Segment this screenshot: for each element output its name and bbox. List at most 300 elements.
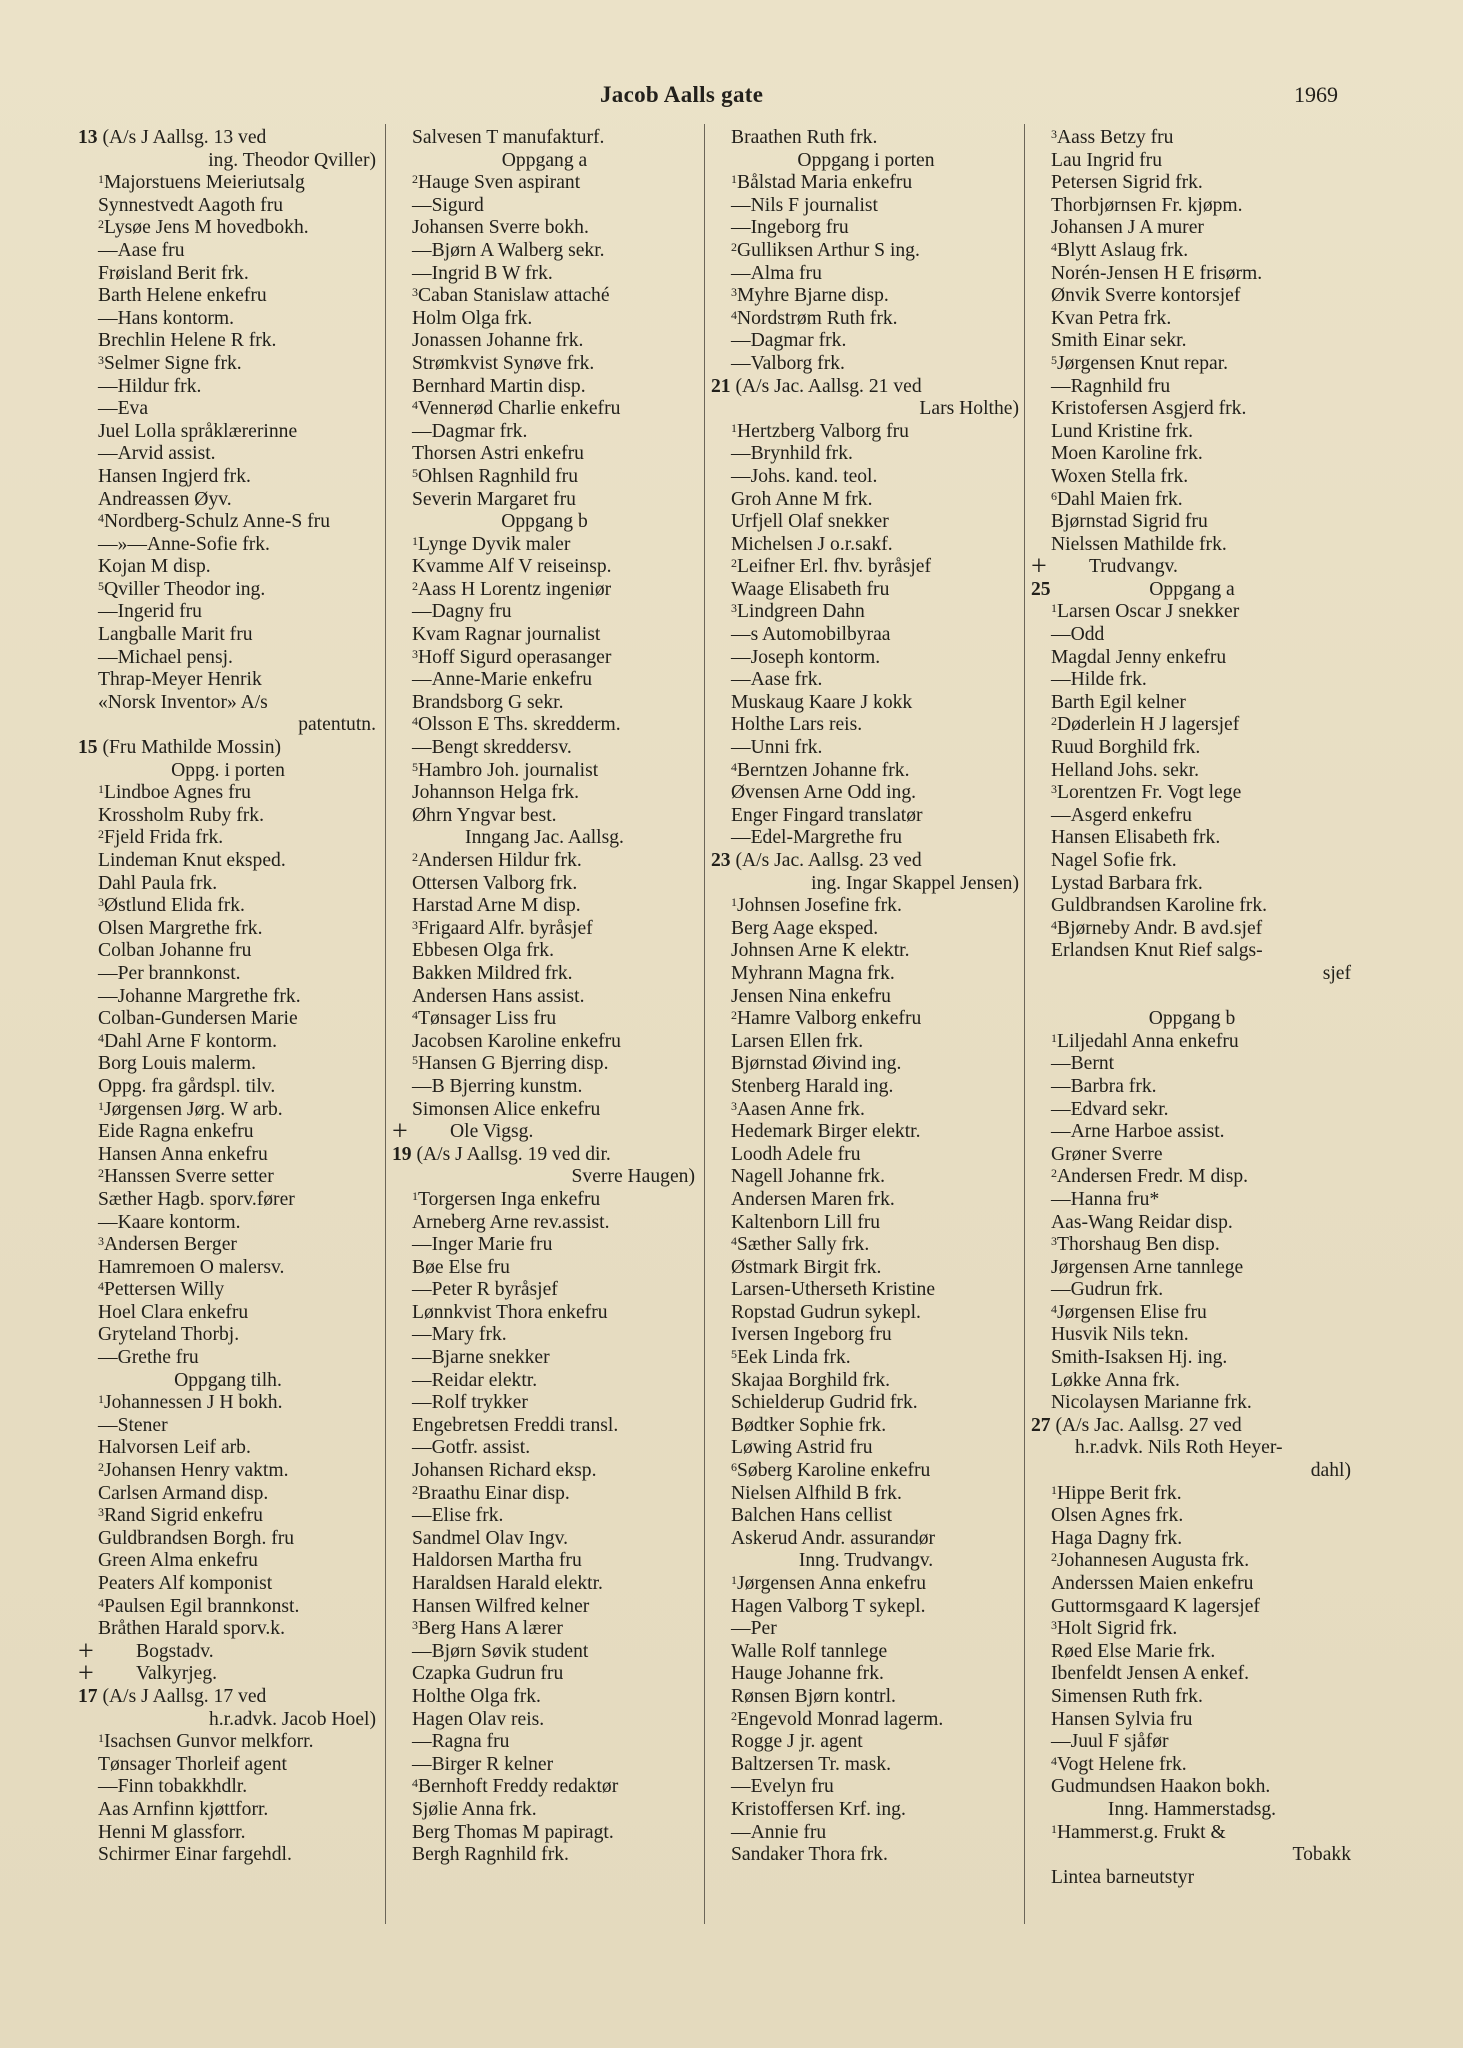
line-text: Frøisland Berit frk.	[98, 262, 249, 284]
line-text: Dahl Paula frk.	[98, 872, 218, 894]
household-member	[1031, 1279, 1353, 1302]
household-member	[392, 1076, 697, 1099]
resident-entry	[1031, 873, 1353, 896]
line-text: Bråthen Harald sporv.k.	[98, 1618, 285, 1640]
floor-entry	[1031, 918, 1353, 941]
line-text: Schielderup Gudrid frk.	[731, 1392, 918, 1414]
floor-number: 5	[412, 465, 418, 480]
resident-name: Thorshaug Ben disp.	[1057, 1234, 1220, 1256]
line-text: —Rolf trykker	[412, 1392, 528, 1414]
line-text: —Stener	[98, 1414, 168, 1436]
resident-name: Gulliksen Arthur S ing.	[737, 239, 920, 261]
floor-entry	[711, 1709, 1021, 1732]
building-owner: (A/s J Aallsg. 17 ved	[102, 1685, 267, 1707]
household-member	[711, 353, 1021, 376]
line-text: —Dagmar frk.	[412, 420, 528, 442]
line-text: Thorbjørnsen Fr. kjøpm.	[1051, 194, 1243, 216]
line-text: Hansen Anna enkefru	[98, 1143, 268, 1165]
building-number: 27	[1031, 1414, 1051, 1436]
line-text: Bødtker Sophie frk.	[731, 1414, 887, 1436]
line-text: —Juul F sjåfør	[1051, 1731, 1169, 1753]
line-text: Barth Egil kelner	[1051, 691, 1186, 713]
floor-entry	[78, 1031, 378, 1054]
building-header	[1031, 1415, 1353, 1438]
floor-entry	[78, 1392, 378, 1415]
resident-entry	[78, 285, 378, 308]
floor-entry	[1031, 1754, 1353, 1777]
line-text: Magdal Jenny enkefru	[1051, 646, 1227, 668]
line-text: Czapka Gudrun fru	[412, 1663, 564, 1685]
line-text: Lindeman Knut eksped.	[98, 850, 286, 871]
resident-entry	[392, 1663, 697, 1686]
resident-entry	[78, 1324, 378, 1347]
line-text: Smith-Isaksen Hj. ing.	[1051, 1347, 1228, 1369]
floor-entry	[711, 172, 1021, 195]
floor-entry	[711, 1008, 1021, 1031]
resident-entry	[1031, 150, 1353, 173]
resident-name: Berg Hans A lærer	[418, 1618, 563, 1640]
line-text: Smith Einar sekr.	[1051, 330, 1187, 352]
resident-entry	[392, 353, 697, 376]
resident-name: Jørgensen Elise fru	[1057, 1301, 1207, 1323]
resident-entry	[1031, 647, 1353, 670]
floor-number: 2	[731, 239, 737, 254]
line-text: Erlandsen Knut Rief salgs-	[1051, 940, 1263, 962]
page-number: 1969	[1294, 82, 1338, 107]
resident-entry	[392, 1799, 697, 1822]
resident-entry	[392, 217, 697, 240]
floor-number: 2	[98, 1460, 104, 1475]
floor-number: 2	[98, 827, 104, 842]
line-text: Hansen Ingjerd frk.	[98, 465, 251, 487]
cross-street-name: Valkyrjeg.	[136, 1663, 218, 1685]
continuation-line	[78, 1709, 378, 1732]
resident-name: Andersen Fredr. M disp.	[1057, 1166, 1249, 1188]
household-member	[78, 647, 378, 670]
resident-name: Majorstuens Meieriutsalg	[104, 172, 305, 194]
spacer	[1031, 986, 1353, 1009]
floor-entry	[711, 556, 1021, 579]
resident-entry	[711, 1596, 1021, 1619]
line-text: —Odd	[1051, 624, 1105, 646]
floor-number: 5	[98, 578, 104, 593]
building-header	[78, 127, 378, 150]
floor-entry	[711, 421, 1021, 444]
floor-entry	[1031, 1550, 1353, 1573]
floor-entry	[1031, 1618, 1353, 1641]
resident-entry	[1031, 1528, 1353, 1551]
resident-entry	[711, 1686, 1021, 1709]
resident-name: Bålstad Maria enkefru	[737, 172, 913, 194]
household-member	[78, 601, 378, 624]
floor-number: 4	[98, 511, 104, 526]
line-text: —Aase fru	[98, 239, 185, 261]
resident-entry	[78, 1528, 378, 1551]
line-text: Hansen Wilfred kelner	[412, 1595, 590, 1617]
building-owner: (A/s Jac. Aallsg. 27 ved	[1055, 1414, 1242, 1436]
resident-entry	[392, 443, 697, 466]
resident-name: Bjørneby Andr. B avd.sjef	[1057, 917, 1263, 939]
resident-entry	[78, 669, 378, 692]
line-text: Andersen Hans assist.	[412, 985, 585, 1007]
entrance-heading: Oppgang a	[1149, 578, 1235, 600]
resident-entry	[392, 940, 697, 963]
line-text: Lars Holthe)	[919, 398, 1019, 420]
line-text: —Per brannkonst.	[98, 962, 241, 984]
floor-entry	[711, 308, 1021, 331]
household-member	[392, 1505, 697, 1528]
resident-entry	[1031, 1776, 1353, 1799]
line-text: Bergh Ragnhild frk.	[412, 1844, 569, 1866]
cross-street	[392, 1116, 697, 1148]
resident-entry	[392, 805, 697, 828]
directory-column-4	[1031, 127, 1353, 1889]
resident-entry	[711, 511, 1021, 534]
floor-entry	[1031, 353, 1353, 376]
floor-entry	[78, 217, 378, 240]
household-member	[392, 1437, 697, 1460]
building-owner: (Fru Mathilde Mossin)	[102, 737, 282, 759]
floor-number: 4	[98, 1595, 104, 1610]
floor-entry	[392, 1483, 697, 1506]
household-member	[392, 1347, 697, 1370]
line-text: —Nils F journalist	[731, 194, 878, 216]
floor-number: 3	[98, 1234, 104, 1249]
resident-name: Ohlsen Ragnhild fru	[418, 465, 578, 487]
line-text: Oppgang a	[501, 149, 588, 171]
line-text: Kristoffersen Krf. ing.	[731, 1798, 906, 1820]
cross-street-name: Ole Vigsg.	[450, 1121, 534, 1143]
resident-name: Hanssen Sverre setter	[104, 1166, 274, 1188]
floor-entry	[711, 285, 1021, 308]
line-text: Aas Arnfinn kjøttforr.	[98, 1798, 269, 1820]
resident-name: Johnsen Josefine frk.	[737, 895, 902, 917]
floor-entry	[392, 918, 697, 941]
building-owner: (A/s Jac. Aallsg. 21 ved	[735, 375, 922, 397]
resident-entry	[392, 489, 697, 512]
resident-entry	[1031, 421, 1353, 444]
line-text: Colban-Gundersen Marie	[98, 1008, 298, 1030]
household-member	[392, 1754, 697, 1777]
building-number: 13	[78, 127, 98, 148]
floor-number: 1	[1051, 1821, 1057, 1836]
line-text: Bernhard Martin disp.	[412, 375, 586, 397]
floor-number: 1	[1051, 1030, 1057, 1045]
line-text: Michelsen J o.r.sakf.	[731, 533, 893, 555]
household-member	[392, 601, 697, 624]
line-text: —Grethe fru	[98, 1347, 199, 1369]
floor-number: 4	[412, 398, 418, 413]
resident-entry	[392, 127, 697, 150]
resident-entry	[392, 692, 697, 715]
building-header	[78, 1686, 378, 1709]
directory-column-2	[392, 127, 697, 1867]
floor-entry	[392, 579, 697, 602]
resident-entry	[711, 1189, 1021, 1212]
resident-name: Myhre Bjarne disp.	[737, 285, 889, 307]
directory-column-1	[78, 127, 378, 1867]
floor-number: 4	[98, 1279, 104, 1294]
cross-icon: +	[392, 1116, 408, 1148]
line-text: Berg Aage eksped.	[731, 917, 879, 939]
continuation-line	[1031, 963, 1353, 986]
resident-entry	[78, 624, 378, 647]
floor-number: 4	[731, 1234, 737, 1249]
line-text: Jørgensen Arne tannlege	[1051, 1256, 1244, 1278]
floor-entry	[1031, 1483, 1353, 1506]
household-member	[78, 443, 378, 466]
resident-name: Blytt Aslaug frk.	[1057, 239, 1189, 261]
floor-number: 3	[1051, 1234, 1057, 1249]
resident-entry	[392, 1573, 697, 1596]
resident-entry	[78, 940, 378, 963]
floor-entry	[78, 1166, 378, 1189]
floor-entry	[78, 1505, 378, 1528]
resident-entry	[78, 1844, 378, 1867]
household-member	[392, 421, 697, 444]
line-text: Holthe Lars reis.	[731, 714, 863, 736]
line-text: Thrap-Meyer Henrik	[98, 669, 262, 691]
floor-entry	[711, 1460, 1021, 1483]
line-text: —Kaare kontorm.	[98, 1211, 241, 1233]
resident-name: Søberg Karoline enkefru	[737, 1460, 931, 1482]
line-text: Sæther Hagb. sporv.fører	[98, 1188, 295, 1210]
resident-entry	[1031, 263, 1353, 286]
resident-entry	[1031, 1212, 1353, 1235]
resident-name: Leifner Erl. fhv. byråsjef	[737, 556, 932, 578]
line-text: —Sigurd	[412, 194, 484, 216]
continuation-line	[1031, 1437, 1353, 1460]
resident-name: Hamre Valborg enkefru	[737, 1008, 922, 1030]
resident-entry	[711, 1212, 1021, 1235]
resident-name: Bernhoft Freddy redaktør	[418, 1776, 619, 1798]
line-text: —Gudrun frk.	[1051, 1279, 1164, 1301]
resident-entry	[392, 1550, 697, 1573]
household-member	[711, 443, 1021, 466]
resident-entry	[78, 1618, 378, 1641]
household-member	[392, 1370, 697, 1393]
line-text: Larsen-Utherseth Kristine	[731, 1279, 936, 1301]
building-number: 15	[78, 737, 98, 759]
floor-number: 2	[731, 1708, 737, 1723]
line-text: Salvesen T manufakturf.	[412, 127, 605, 148]
resident-entry	[711, 127, 1021, 150]
line-text: Grøner Sverre	[1051, 1143, 1163, 1165]
floor-number: 3	[98, 1505, 104, 1520]
line-text: —Ingerid fru	[98, 601, 202, 623]
line-text: Enger Fingard translatør	[731, 804, 923, 826]
floor-number: 4	[1051, 917, 1057, 932]
resident-entry	[392, 1031, 697, 1054]
line-text: —Dagny fru	[412, 601, 512, 623]
line-text: Lund Kristine frk.	[1051, 420, 1194, 442]
resident-entry	[392, 1099, 697, 1122]
line-text: Aas-Wang Reidar disp.	[1051, 1211, 1233, 1233]
line-text: —Edel-Margrethe fru	[731, 827, 903, 849]
line-text: Askerud Andr. assurandør	[731, 1527, 936, 1549]
directory-column-3	[711, 127, 1021, 1867]
line-text: Arneberg Arne rev.assist.	[412, 1211, 610, 1233]
resident-entry	[392, 556, 697, 579]
resident-name: Hansen G Bjerring disp.	[418, 1053, 609, 1075]
resident-entry	[1031, 534, 1353, 557]
floor-number: 4	[1051, 1301, 1057, 1316]
household-member	[1031, 1189, 1353, 1212]
resident-entry	[711, 1166, 1021, 1189]
page-title: Jacob Aalls gate	[600, 82, 764, 107]
line-text: Kvam Ragnar journalist	[412, 624, 601, 646]
line-text: Ropstad Gudrun sykepl.	[731, 1301, 921, 1323]
line-text: —Barbra frk.	[1051, 1075, 1157, 1097]
resident-entry	[78, 805, 378, 828]
resident-name: Aass H Lorentz ingeniør	[418, 578, 612, 600]
continuation-line	[1031, 1460, 1353, 1483]
line-text: Nicolaysen Marianne frk.	[1051, 1392, 1252, 1414]
line-text: Jacobsen Karoline enkefru	[412, 1030, 621, 1052]
building-owner: (A/s Jac. Aallsg. 23 ved	[735, 850, 922, 871]
line-text: Bjørnstad Øivind ing.	[731, 1053, 902, 1075]
resident-entry	[711, 918, 1021, 941]
line-text: Waage Elisabeth fru	[731, 578, 890, 600]
floor-entry	[392, 714, 697, 737]
resident-entry	[711, 986, 1021, 1009]
entrance-heading	[711, 1550, 1021, 1573]
line-text: —Dagmar frk.	[731, 330, 847, 352]
resident-name: Aasen Anne frk.	[737, 1098, 865, 1120]
floor-entry	[1031, 1234, 1353, 1257]
resident-name: Paulsen Egil brannkonst.	[104, 1595, 300, 1617]
resident-entry	[711, 534, 1021, 557]
line-text: Engebretsen Freddi transl.	[412, 1414, 619, 1436]
line-text: Guldbrandsen Karoline frk.	[1051, 895, 1268, 917]
resident-entry	[392, 1257, 697, 1280]
resident-entry	[1031, 466, 1353, 489]
line-text: Nagell Johanne frk.	[731, 1166, 885, 1188]
resident-entry	[1031, 330, 1353, 353]
resident-entry	[392, 1686, 697, 1709]
floor-entry	[78, 1460, 378, 1483]
line-text: —Johanne Margrethe frk.	[98, 985, 301, 1007]
resident-entry	[711, 1144, 1021, 1167]
resident-entry	[392, 1709, 697, 1732]
resident-name: Dahl Maien frk.	[1057, 488, 1183, 510]
floor-entry	[78, 895, 378, 918]
floor-number: 5	[412, 759, 418, 774]
line-text: Gudmundsen Haakon bokh.	[1051, 1776, 1271, 1798]
household-member	[1031, 376, 1353, 399]
floor-number: 3	[412, 917, 418, 932]
floor-number: 2	[731, 556, 737, 571]
line-text: Langballe Marit fru	[98, 624, 253, 646]
floor-entry	[1031, 127, 1353, 150]
resident-name: Eek Linda frk.	[737, 1347, 851, 1369]
floor-number: 1	[412, 1188, 418, 1203]
line-text: Rogge J jr. agent	[731, 1731, 863, 1753]
floor-number: 3	[731, 1098, 737, 1113]
line-text: Hansen Elisabeth frk.	[1051, 827, 1221, 849]
floor-entry	[1031, 1031, 1353, 1054]
line-text: Johansen J A murer	[1051, 217, 1204, 239]
building-header	[78, 737, 378, 760]
resident-entry	[78, 1121, 378, 1144]
resident-name: Torgersen Inga enkefru	[418, 1188, 601, 1210]
floor-entry	[392, 1776, 697, 1799]
column-rule	[385, 124, 386, 1924]
line-text: —Joseph kontorm.	[731, 646, 881, 668]
entrance-heading	[711, 150, 1021, 173]
line-text: —»—Anne-Sofie frk.	[98, 533, 270, 555]
line-text: Olsen Margrethe frk.	[98, 917, 263, 939]
household-member	[392, 1731, 697, 1754]
line-text: Helland Johs. sekr.	[1051, 759, 1200, 781]
cross-icon: +	[78, 1635, 94, 1667]
line-text: Harstad Arne M disp.	[412, 895, 581, 917]
resident-entry	[78, 1573, 378, 1596]
line-text: Stenberg Harald ing.	[731, 1075, 894, 1097]
entrance-heading	[392, 511, 697, 534]
resident-entry	[1031, 172, 1353, 195]
line-text: Brandsborg G sekr.	[412, 691, 564, 713]
floor-number: 1	[98, 1098, 104, 1113]
line-text: —Edvard sekr.	[1051, 1098, 1169, 1120]
line-text: —Inger Marie fru	[412, 1234, 553, 1256]
line-text: —Elise frk.	[412, 1505, 504, 1527]
floor-entry	[78, 1099, 378, 1122]
line-text: —Eva	[98, 398, 149, 420]
line-text: —Reidar elektr.	[412, 1369, 538, 1391]
floor-number: 5	[731, 1347, 737, 1362]
line-text: Woxen Stella frk.	[1051, 465, 1189, 487]
line-text: Eide Ragna enkefru	[98, 1121, 254, 1143]
household-member	[392, 1324, 697, 1347]
floor-entry	[392, 850, 697, 873]
line-text: Simensen Ruth frk.	[1051, 1685, 1203, 1707]
floor-number: 4	[412, 714, 418, 729]
line-text: h.r.advk. Jacob Hoel)	[208, 1708, 376, 1730]
line-text: Iversen Ingeborg fru	[731, 1324, 892, 1346]
resident-entry	[711, 1844, 1021, 1867]
resident-entry	[392, 1302, 697, 1325]
line-text: Halvorsen Leif arb.	[98, 1437, 251, 1459]
household-member	[1031, 624, 1353, 647]
floor-number: 2	[412, 578, 418, 593]
line-text: Thorsen Astri enkefru	[412, 443, 584, 465]
line-text: Kojan M disp.	[98, 556, 211, 578]
household-member	[392, 1279, 697, 1302]
resident-entry	[78, 466, 378, 489]
resident-entry	[78, 692, 378, 715]
resident-name: Døderlein H J lagersjef	[1057, 714, 1240, 736]
resident-entry	[392, 308, 697, 331]
line-text: Kvamme Alf V reiseinsp.	[412, 556, 612, 578]
resident-name: Hertzberg Valborg fru	[737, 420, 909, 442]
line-text: —Brynhild frk.	[731, 443, 853, 465]
resident-name: Jørgensen Jørg. W arb.	[104, 1098, 283, 1120]
resident-entry	[1031, 1709, 1353, 1732]
floor-number: 1	[731, 1573, 737, 1587]
line-text: Henni M glassforr.	[98, 1821, 246, 1843]
floor-entry	[1031, 1302, 1353, 1325]
line-text: Sandaker Thora frk.	[731, 1844, 888, 1866]
line-text: —Finn tobakkhdlr.	[98, 1776, 248, 1798]
resident-entry	[1031, 940, 1353, 963]
resident-entry	[392, 624, 697, 647]
floor-entry	[711, 240, 1021, 263]
household-member	[78, 1212, 378, 1235]
household-member	[711, 624, 1021, 647]
line-text: Husvik Nils tekn.	[1051, 1324, 1189, 1346]
line-text: Braathen Ruth frk.	[731, 127, 878, 148]
